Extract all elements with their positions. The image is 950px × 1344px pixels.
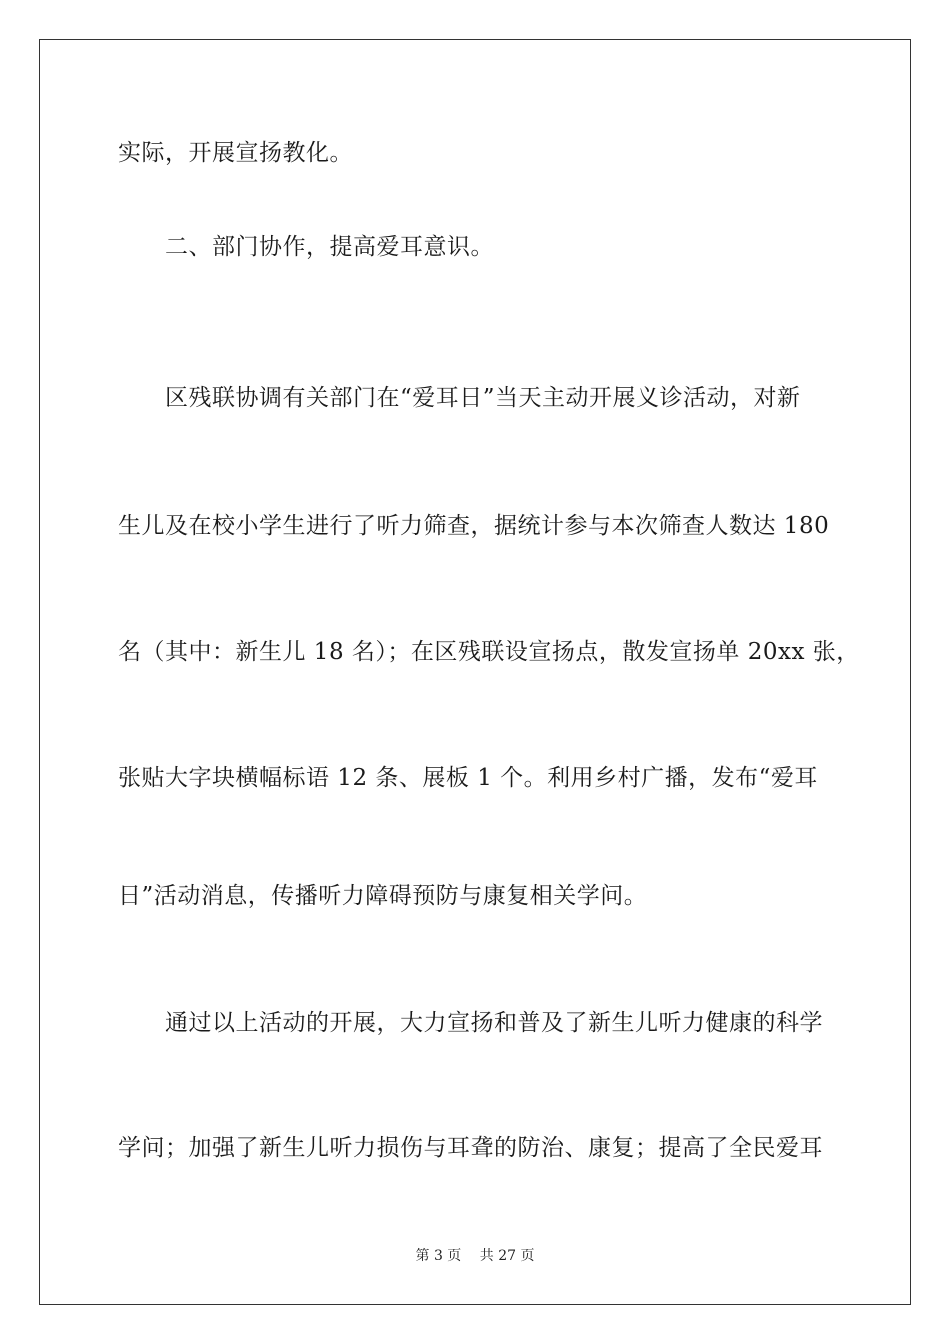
text-line-3: 区残联协调有关部门在“爱耳日”当天主动开展义诊活动，对新 <box>118 385 801 411</box>
section-heading: 二、部门协作，提高爱耳意识。 <box>118 234 494 260</box>
text-line-8: 通过以上活动的开展，大力宣扬和普及了新生儿听力健康的科学 <box>118 1010 823 1036</box>
page-number-footer: 第 3 页 共 27 页 <box>415 1248 535 1264</box>
text-line-7: 日”活动消息，传播听力障碍预防与康复相关学问。 <box>118 883 648 909</box>
text-line-9: 学问；加强了新生儿听力损伤与耳聋的防治、康复；提高了全民爱耳 <box>118 1135 823 1161</box>
page-border <box>39 39 911 1305</box>
text-line-5: 名（其中：新生儿 18 名）；在区残联设宣扬点，散发宣扬单 20xx 张， <box>118 639 860 665</box>
text-line-4: 生儿及在校小学生进行了听力筛查，据统计参与本次筛查人数达 180 <box>118 513 830 539</box>
text-line-6: 张贴大字块横幅标语 12 条、展板 1 个。利用乡村广播，发布“爱耳 <box>118 765 818 791</box>
text-line-1: 实际，开展宣扬教化。 <box>118 140 353 166</box>
